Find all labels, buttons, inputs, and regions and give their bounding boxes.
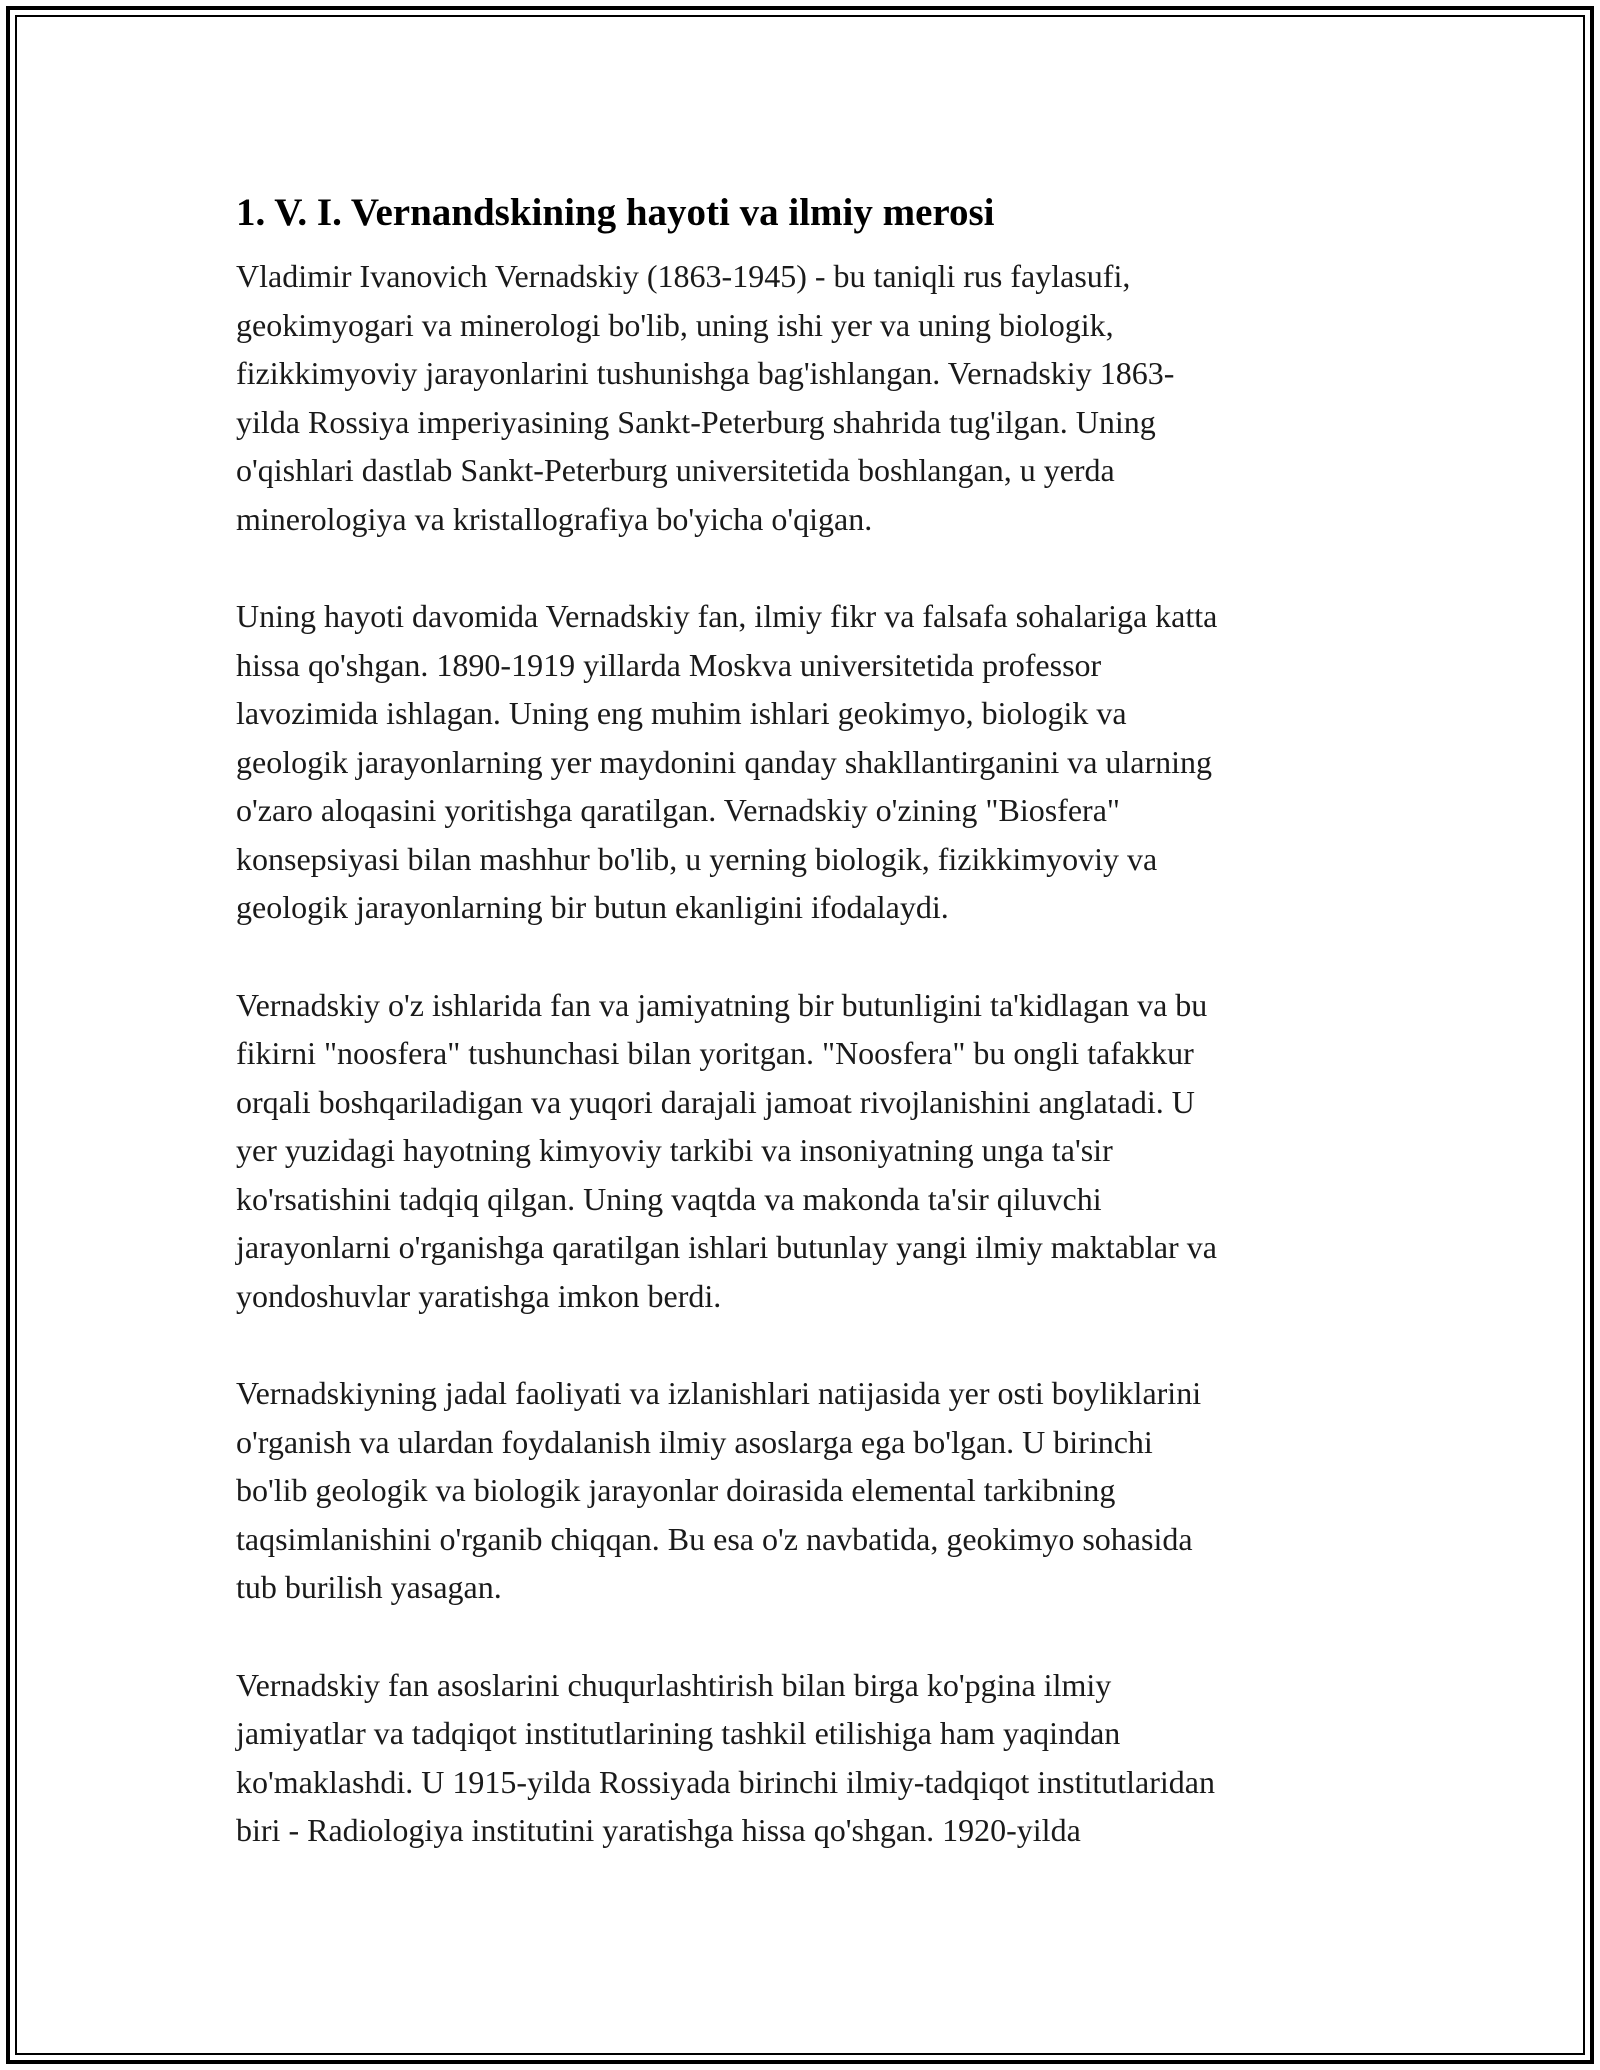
paragraph-4: Vernadskiyning jadal faoliyati va izlanishlari natijasida yer osti boyliklarini o'rganish va ulardan foydalanish ilmiy asoslarga ega bo'lgan. U birinchi bo'lib geologik va biologik jarayonlar doirasida elemental tarkibning taqsimlanishini o'rganib chiqqan. Bu esa o'z navbatida, geokimyo sohasida tub burilish yasagan.: [236, 1375, 1202, 1605]
document-body: [236, 188, 1386, 1904]
paragraph-3: Vernadskiy o'z ishlarida fan va jamiyatning bir butunligini ta'kidlagan va bu fikirni "noosfera" tushunchasi bilan yoritgan. "Noosfera" bu ongli tafakkur orqali boshqariladigan va yuqori darajali jamoat rivojlanishini anglatadi. U yer yuzidagi hayotning kimyoviy tarkibi va insoniyatning unga ta'sir ko'rsatishini tadqiq qilgan. Uning vaqtda va makonda ta'sir qiluvchi jarayonlarni o'rganishga qaratilgan ishlari butunlay yangi ilmiy maktablar va yondoshuvlar yaratishga imkon berdi.: [236, 986, 1217, 1314]
paragraph-2: Uning hayoti davomida Vernadskiy fan, ilmiy fikr va falsafa sohalariga katta hissa qo'shgan. 1890-1919 yillarda Moskva universitetida professor lavozimida ishlagan. Uning eng muhim ishlari geokimyo, biologik va geologik jarayonlarning yer maydonini qanday shakllantirganini va ularning o'zaro aloqasini yoritishga qaratilgan. Vernadskiy o'zining "Biosfera" konsepsiyasi bilan mashhur bo'lib, u yerning biologik, fizikkimyoviy va geologik jarayonlarning bir butun ekanligini ifodalaydi.: [236, 598, 1218, 925]
paragraph-1: Vladimir Ivanovich Vernadskiy (1863-1945) - bu taniqli rus faylasufi, geokimyogari va minerologi bo'lib, uning ishi yer va uning biologik, fizikkimyoviy jarayonlarini tushunishga bag'ishlangan. Vernadskiy 1863- yilda Rossiya imperiyasining Sankt-Peterburg shahrida tug'ilgan. Uning o'qishlari dastlab Sankt-Peterburg universitetida boshlangan, u yerda minerologiya va kristallografiya bo'yicha o'qigan.: [236, 258, 1175, 537]
section-heading: 1. V. I. Vernandskining hayoti va ilmiy merosi: [236, 191, 995, 234]
paragraph-5: Vernadskiy fan asoslarini chuqurlashtirish bilan birga ko'pgina ilmiy jamiyatlar va tadqiqot institutlarining tashkil etilishiga ham yaqindan ko'maklashdi. U 1915-yilda Rossiyada birinchi ilmiy-tadqiqot institutlaridan biri - Radiologiya institutini yaratishga hissa qo'shgan. 1920-yilda: [236, 1666, 1215, 1848]
